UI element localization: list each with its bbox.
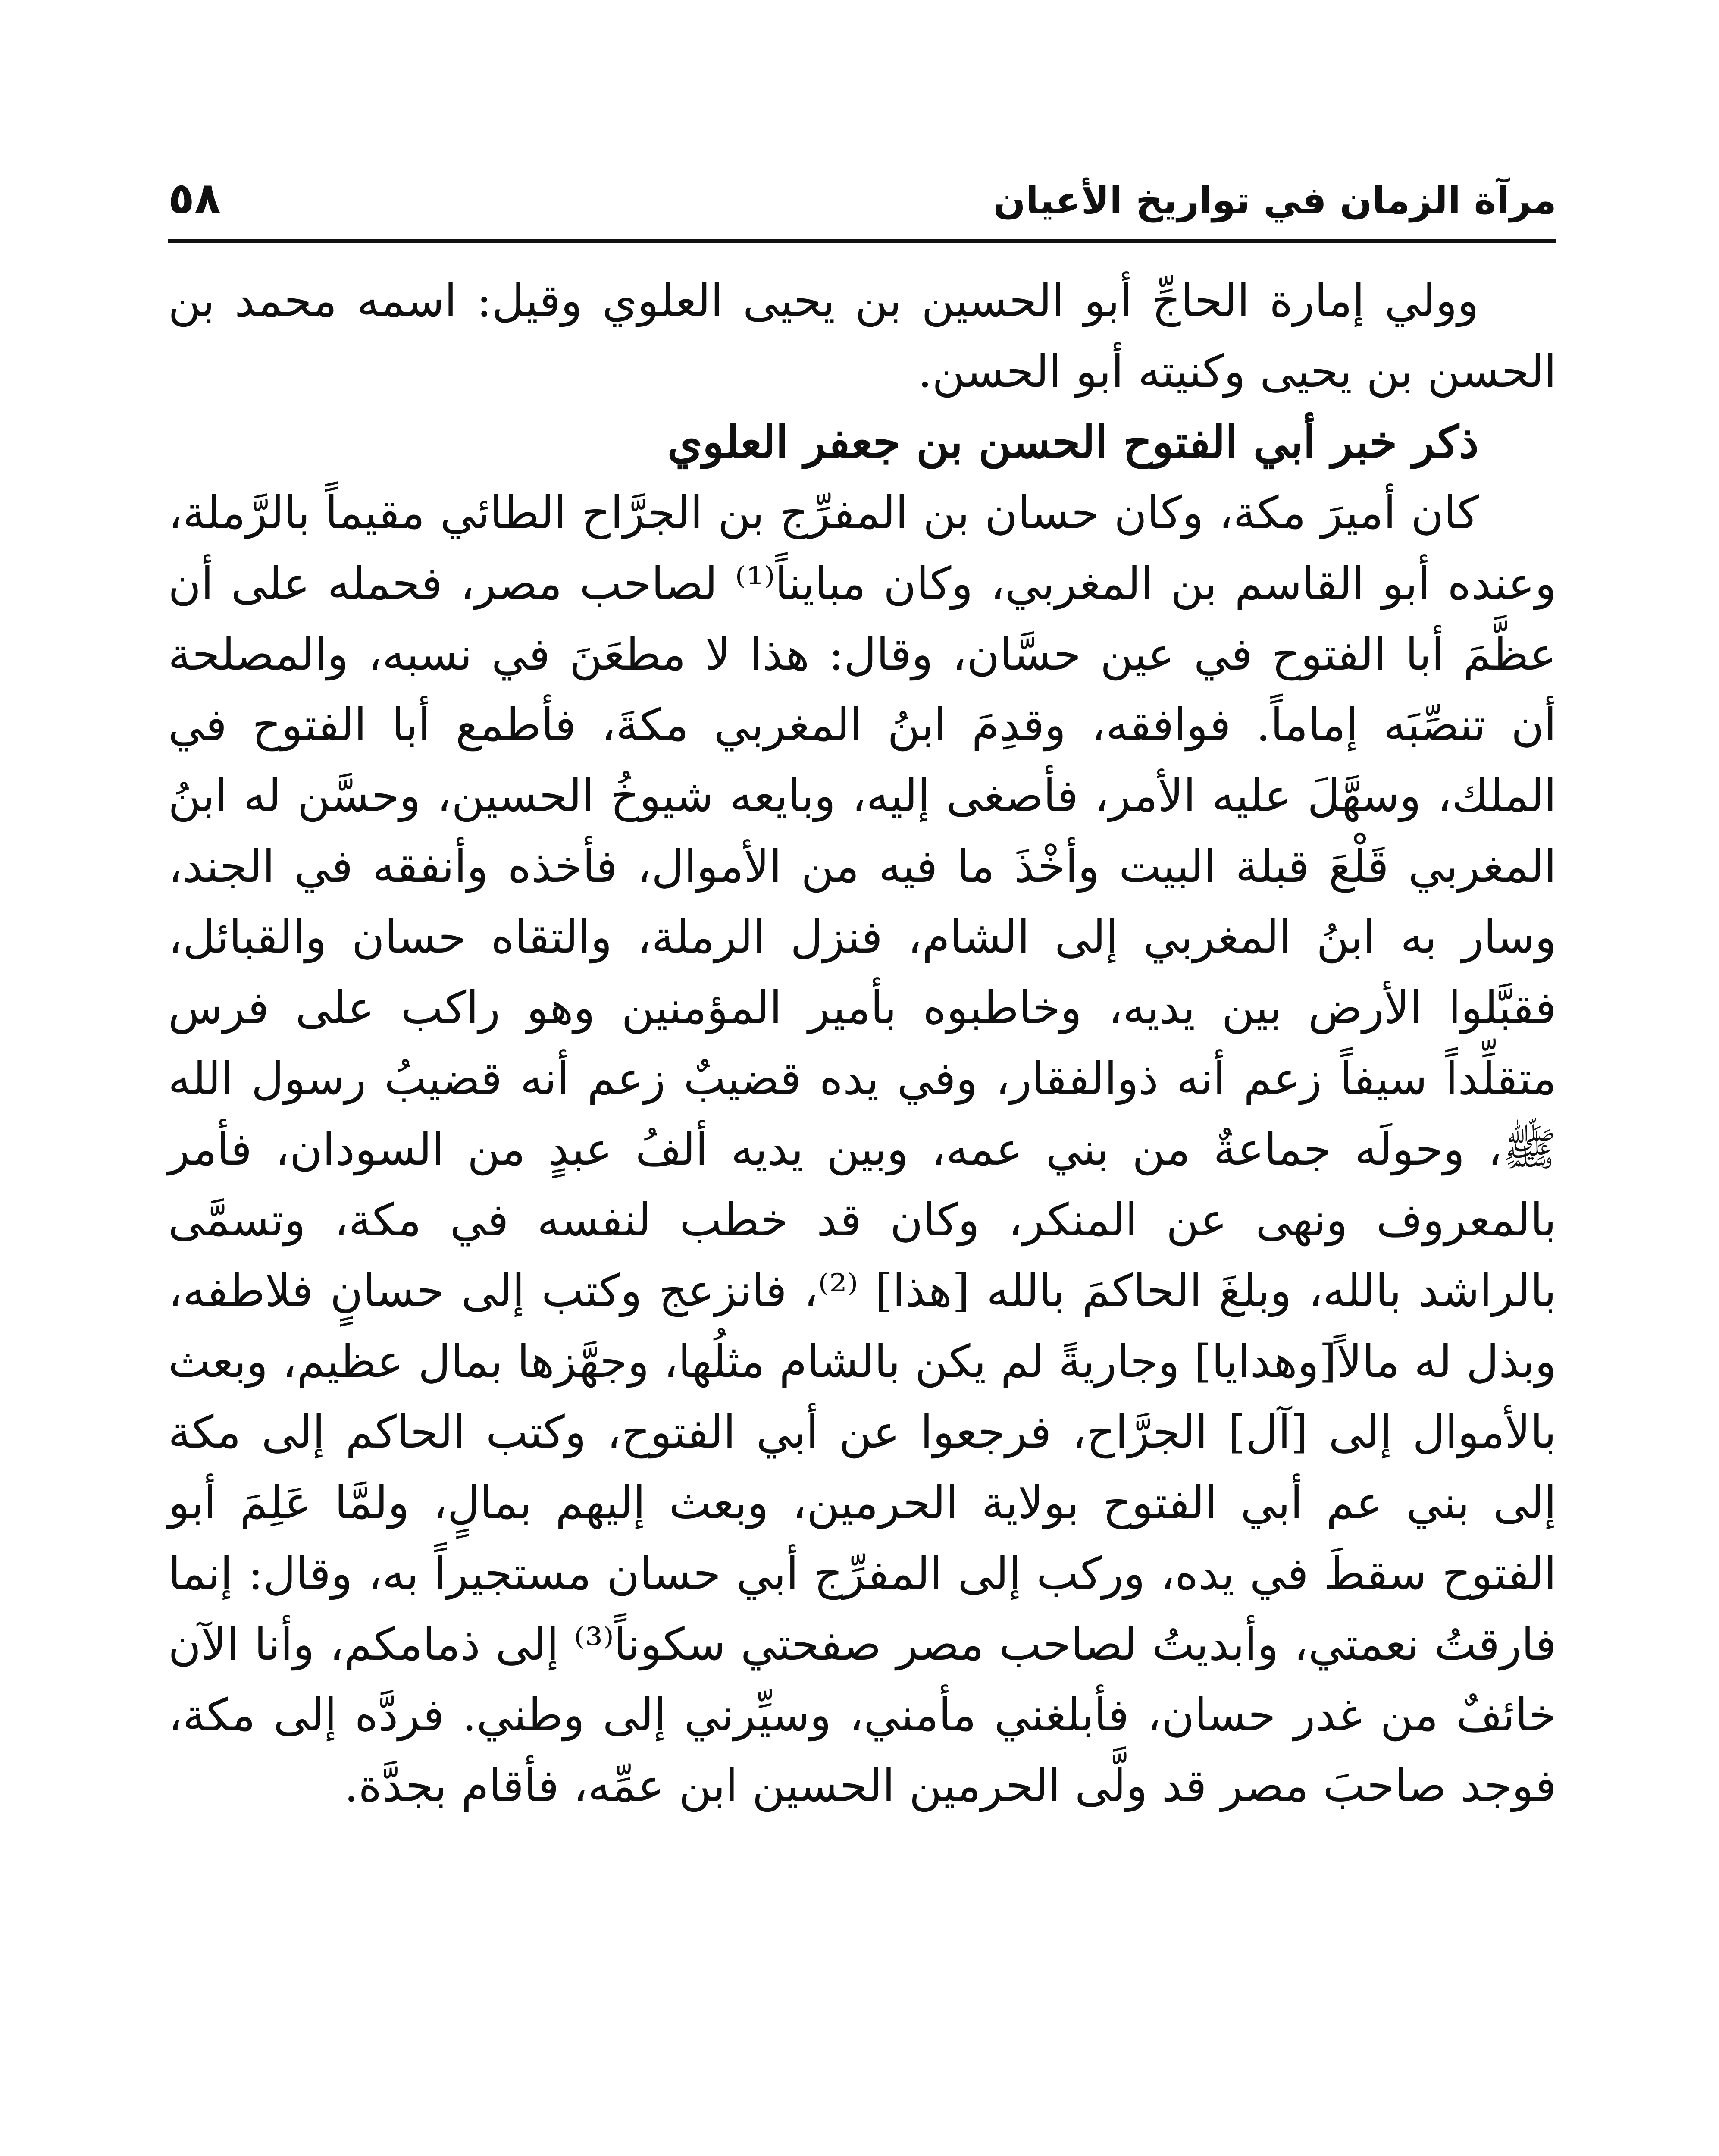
header-divider [168, 239, 1556, 243]
page-number: ٥٨ [168, 173, 221, 223]
section-heading: ذكر خبر أبي الفتوح الحسن بن جعفر العلوي [667, 415, 1479, 468]
main-text [168, 265, 1556, 1821]
running-title: مرآة الزمان في تواريخ الأعيان [993, 178, 1556, 222]
paragraph-intro: وولي إمارة الحاجِّ أبو الحسين بن يحيى العلوي وقيل: اسمه محمد بن الحسن بن يحيى وكنيته أبو الحسن. [168, 274, 1556, 398]
page-header [168, 168, 1556, 233]
paragraph-main: كان أميرَ مكة، وكان حسان بن المفرِّج بن الجرَّاح الطائي مقيماً بالرَّملة، وعنده أبو القاسم بن المغربي، وكان مبايناً⁽¹⁾ لصاحب مصر، فحمله على أن عظَّمَ أبا الفتوح في عين حسَّان، وقال: هذا لا مطعَنَ في نسبه، والمصلحة أن تنصِّبَه إماماً. فوافقه، وقدِمَ ابنُ المغربي مكةَ، فأطمع أبا الفتوح في الملك، وسهَّلَ عليه الأمر، فأصغى إليه، وبايعه شيوخُ الحسين، وحسَّن له ابنُ المغربي قَلْعَ قبلة البيت وأخْذَ ما فيه من الأموال، فأخذه وأنفقه في الجند، وسار به ابنُ المغربي إلى الشام، فنزل الرملة، والتقاه حسان والقبائل، فقبَّلوا الأرض بين يديه، وخاطبوه بأمير المؤمنين وهو راكب على فرس متقلِّداً سيفاً زعم أنه ذوالفقار، وفي يده قضيبٌ زعم أنه قضيبُ رسول الله ﷺ، وحولَه جماعةٌ من بني عمه، وبين يديه ألفُ عبدٍ من السودان، فأمر بالمعروف ونهى عن المنكر، وكان قد خطب لنفسه في مكة، وتسمَّى بالراشد بالله، وبلغَ الحاكمَ بالله [هذا] ⁽²⁾، فانزعج وكتب إلى حسانٍ فلاطفه، وبذل له مالاً[وهدايا] وجاريةً لم يكن بالشام مثلُها، وجهَّزها بمال عظيم، وبعث بالأموال إلى [آل] الجرَّاح، فرجعوا عن أبي الفتوح، وكتب الحاكم إلى مكة إلى بني عم أبي الفتوح بولاية الحرمين، وبعث إليهم بمالٍ، ولمَّا عَلِمَ أبو الفتوح سقطَ في يده، وركب إلى المفرِّج أبي حسان مستجيراً به، وقال: إنما فارقتُ نعمتي، وأبديتُ لصاحب مصر صفحتي سكوناً⁽³⁾ إلى ذمامكم، وأنا الآن خائفٌ من غدر حسان، فأبلغني مأمني، وسيِّرني إلى وطني. فردَّه إلى مكة، فوجد صاحبَ مصر قد ولَّى الحرمين الحسين ابن عمِّه، فأقام بجدَّة. [168, 486, 1557, 1812]
